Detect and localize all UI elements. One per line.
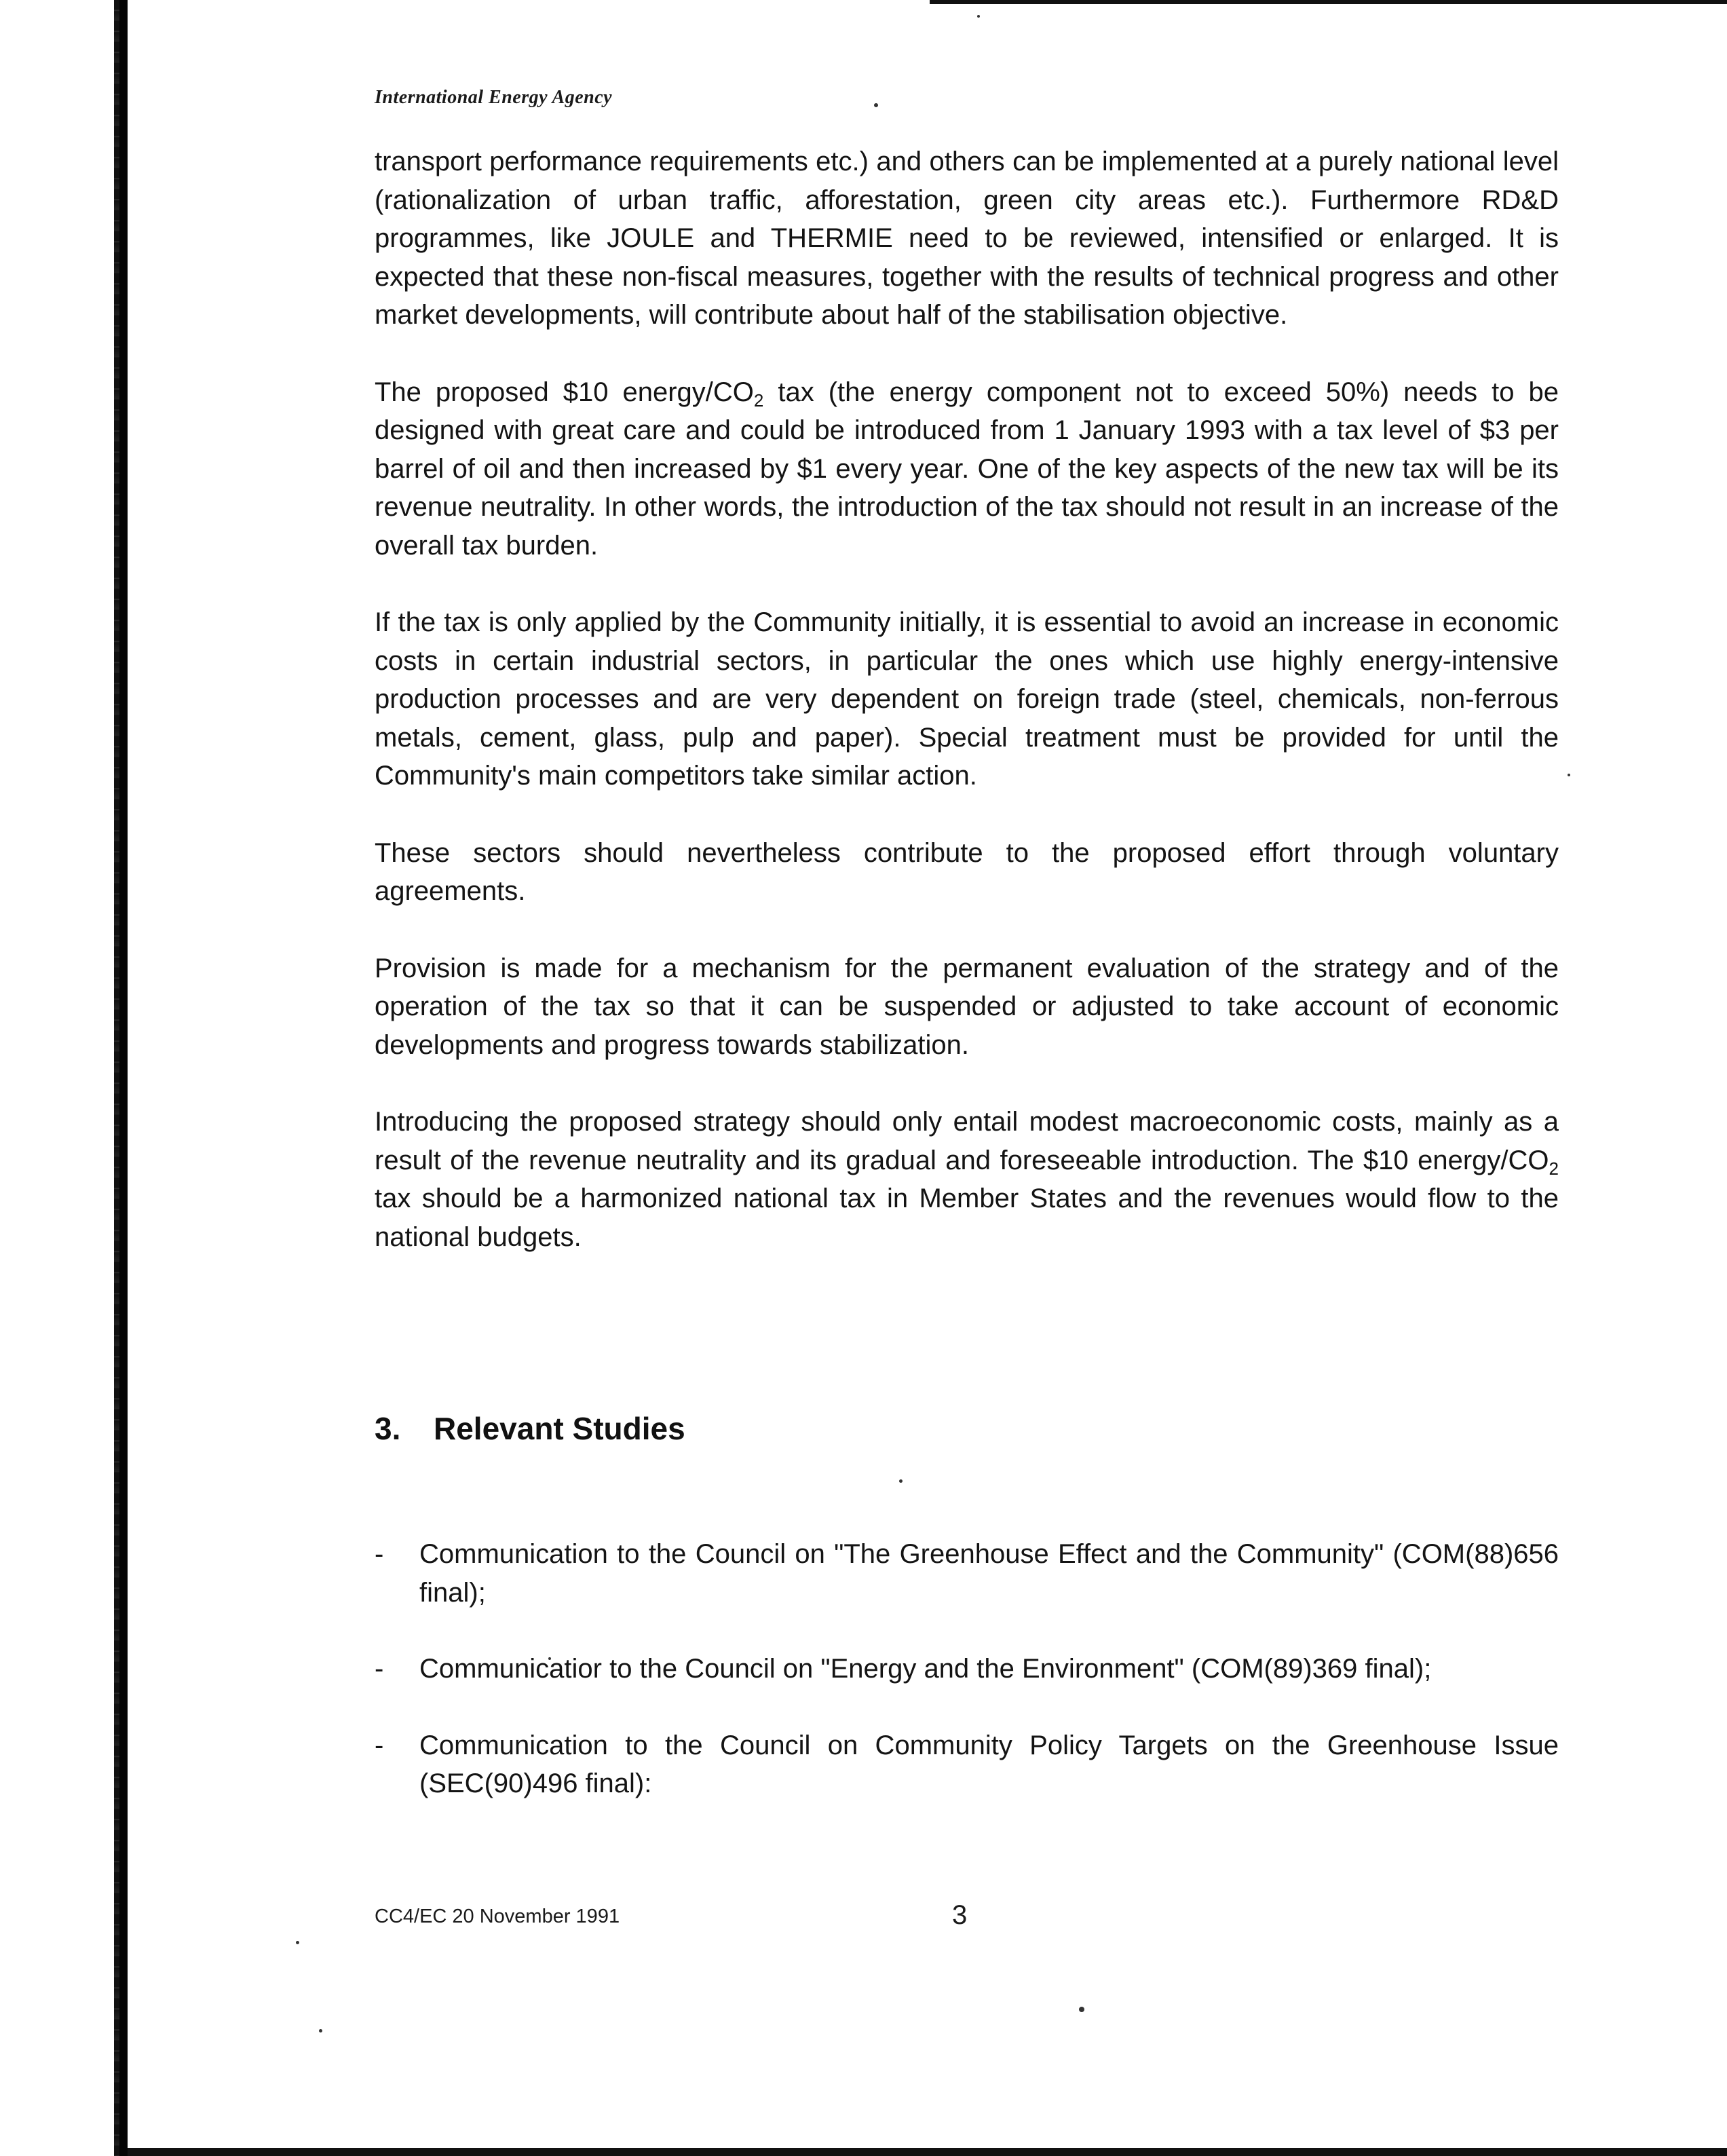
reference-text: Communication to the Council on Community Policy Targets on the Greenhouse Issue (SEC(90)496 final): [419,1730,1559,1798]
subscript: 2 [753,390,764,411]
paragraph-text: tax should be a harmonized national tax in Member States and the revenues would flow to the national budgets. [375,1184,1559,1252]
list-bullet: - [375,1654,384,1684]
scan-top-edge [930,0,1727,4]
paragraph [375,1103,1559,1256]
binding-strip-dark [119,0,128,2156]
scan-speck [977,15,980,18]
reference-text: Communicatior to the Council on "Energy and the Environment" (COM(89)369 final); [419,1654,1432,1684]
list-item [375,1535,1559,1612]
list-item [375,1726,1559,1803]
reference-list [375,1535,1559,1841]
section-heading [375,1410,685,1447]
scan-speck [319,2029,322,2032]
running-header: International Energy Agency [375,87,613,108]
paragraph: These sectors should nevertheless contribute to the proposed effort through voluntary agreements. [375,837,1559,906]
scan-speck [1568,774,1570,776]
scan-speck [296,1941,299,1944]
scan-bottom-edge [128,2148,1727,2156]
list-bullet: - [375,1539,384,1569]
list-bullet: - [375,1730,384,1760]
paragraph [375,373,1559,565]
scan-speck [899,1479,903,1483]
section-title: Relevant Studies [434,1411,685,1446]
page-number: 3 [952,1900,968,1930]
body-text [375,143,1559,1295]
paragraph: transport performance requirements etc.) and others can be implemented at a purely national level (rationalization of urban traffic, afforestation, green city areas etc.). Furthermore RD&D programmes, like JOULE and THERMIE need to be reviewed, intensified or enlarged. It is expected that these non-fiscal measures, together with the results of technical progress and other market developments, will contribute about half of the stabilisation objective. [375,147,1559,330]
subscript: 2 [1549,1158,1559,1179]
paragraph-text: tax (the energy component not to exceed 50%) needs to be designed with great care and could be introduced from 1 January 1993 with a tax level of $3 per barrel of oil and then increased by $1 every year. One of the key aspects of the new tax will be its revenue neutrality. In other words, the introduction of the tax should not result in an increase of the overall tax burden. [375,377,1559,561]
scan-speck [874,103,878,107]
footer-document-code: CC4/EC 20 November 1991 [375,1906,620,1927]
list-item [375,1650,1559,1688]
paragraph: If the tax is only applied by the Community initially, it is essential to avoid an increase in economic costs in certain industrial sectors, in particular the ones which use highly energy-intensive production processes and are very dependent on foreign trade (steel, chemicals, non-ferrous metals, cement, glass, pulp and paper). Special treatment must be provided for until the Community's main competitors take similar action. [375,607,1559,791]
reference-text: Communication to the Council on "The Greenhouse Effect and the Community" (COM(88)656 final); [419,1539,1559,1608]
paragraph-text: Introducing the proposed strategy should only entail modest macroeconomic costs, mainly as a result of the revenue neutrality and its gradual and foreseeable introduction. The $10 energy/CO [375,1107,1559,1175]
paragraph: Provision is made for a mechanism for the permanent evaluation of the strategy and of the operation of the tax so that it can be suspended or adjusted to take account of economic developments and progress towards stabilization. [375,953,1559,1060]
binding-edge [0,0,128,2156]
scan-speck [1079,2007,1084,2012]
paragraph-text: The proposed $10 energy/CO [375,377,754,407]
section-number: 3. [375,1411,401,1446]
